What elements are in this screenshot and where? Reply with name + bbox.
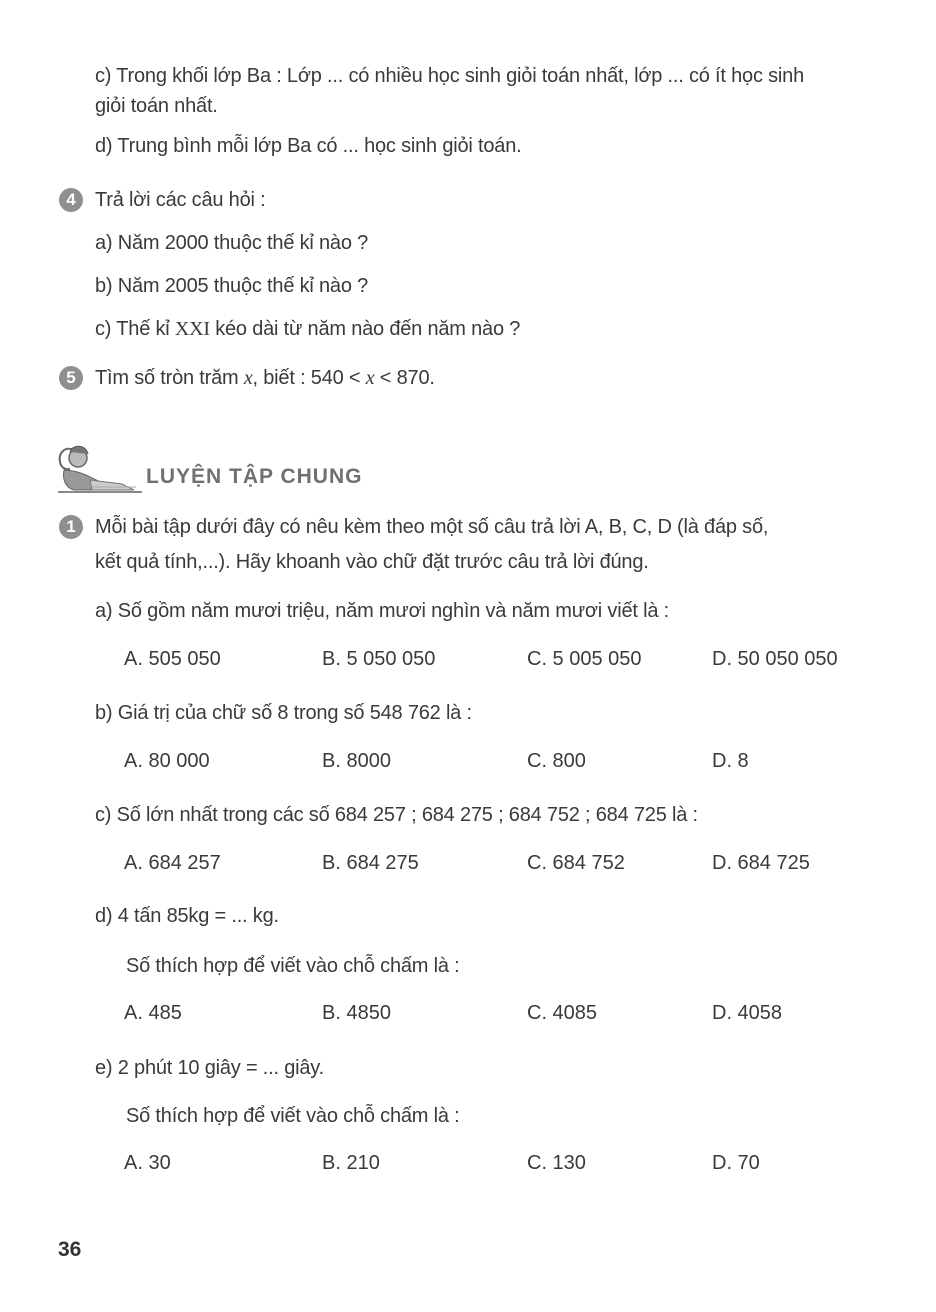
option-b: B. 5 050 050 xyxy=(322,648,436,670)
ex1-d-question: d) 4 tấn 85kg = ... kg. xyxy=(95,905,279,927)
option-c: C. 5 005 050 xyxy=(527,648,642,670)
option-d: D. 684 725 xyxy=(712,852,810,874)
q3-d: d) Trung bình mỗi lớp Ba có ... học sinh giỏi toán. xyxy=(95,135,522,157)
option-c: C. 130 xyxy=(527,1152,586,1174)
q5-text xyxy=(95,365,435,391)
q3-c-line1: c) Trong khối lớp Ba : Lớp ... có nhiều học sinh giỏi toán nhất, lớp ... có ít học sinh xyxy=(95,65,805,87)
q5-pre: Tìm số tròn trăm xyxy=(95,367,244,389)
option-a: A. 30 xyxy=(124,1152,171,1174)
option-d: D. 70 xyxy=(712,1152,760,1174)
q4-c-roman: XXI xyxy=(174,318,210,340)
option-b: B. 210 xyxy=(322,1152,380,1174)
option-d: D. 8 xyxy=(712,750,749,772)
option-c: C. 4085 xyxy=(527,1002,598,1024)
option-a: A. 684 257 xyxy=(124,852,221,874)
ex1-b-question: b) Giá trị của chữ số 8 trong số 548 762 là : xyxy=(95,702,472,724)
q4-number-badge: 4 xyxy=(59,188,83,212)
option-b: B. 4850 xyxy=(322,1002,391,1024)
option-b: B. 684 275 xyxy=(322,852,419,874)
q5-var: x xyxy=(243,367,253,389)
option-c: C. 684 752 xyxy=(527,852,625,874)
section-title: LUYỆN TẬP CHUNG xyxy=(146,465,363,488)
ex1-e-question: e) 2 phút 10 giây = ... giây. xyxy=(95,1057,324,1079)
q4-a: a) Năm 2000 thuộc thế kỉ nào ? xyxy=(95,232,369,254)
ex1-a-options xyxy=(0,646,936,672)
q5-mid1: , biết : 540 < xyxy=(252,367,366,389)
q5-mid2: < 870. xyxy=(374,367,435,389)
q4-c-post: kéo dài từ năm nào đến năm nào ? xyxy=(209,318,521,340)
option-d: D. 4058 xyxy=(712,1002,783,1024)
q5-var2: x xyxy=(365,367,375,389)
q5-number-badge: 5 xyxy=(59,366,83,390)
page-number: 36 xyxy=(58,1238,82,1261)
q4-c-pre: c) Thế kỉ xyxy=(95,318,175,340)
option-a: A. 80 000 xyxy=(124,750,210,772)
ex1-c-question: c) Số lớn nhất trong các số 684 257 ; 684 275 ; 684 752 ; 684 725 là : xyxy=(95,804,698,826)
ex1-d-options xyxy=(0,1000,936,1026)
option-a: A. 485 xyxy=(124,1002,182,1024)
q4-title: Trả lời các câu hỏi : xyxy=(95,189,266,211)
ex1-a-question: a) Số gồm năm mươi triệu, năm mươi nghìn và năm mươi viết là : xyxy=(95,600,669,622)
ex1-e-options xyxy=(0,1150,936,1176)
q3-c-line2: giỏi toán nhất. xyxy=(95,95,218,117)
q4-b: b) Năm 2005 thuộc thế kỉ nào ? xyxy=(95,275,369,297)
ex1-number-badge: 1 xyxy=(59,515,83,539)
girl-reading-icon xyxy=(52,440,144,496)
option-a: A. 505 050 xyxy=(124,648,221,670)
q4-c xyxy=(95,316,520,342)
ex1-intro-line1: Mỗi bài tập dưới đây có nêu kèm theo một số câu trả lời A, B, C, D (là đáp số, xyxy=(95,516,769,538)
ex1-e-subtext: Số thích hợp để viết vào chỗ chấm là : xyxy=(126,1105,460,1127)
ex1-c-options xyxy=(0,850,936,876)
ex1-d-subtext: Số thích hợp để viết vào chỗ chấm là : xyxy=(126,955,460,977)
option-b: B. 8000 xyxy=(322,750,391,772)
option-c: C. 800 xyxy=(527,750,586,772)
ex1-intro-line2: kết quả tính,...). Hãy khoanh vào chữ đặt trước câu trả lời đúng. xyxy=(95,551,649,573)
ex1-b-options xyxy=(0,748,936,774)
option-d: D. 50 050 050 xyxy=(712,648,838,670)
